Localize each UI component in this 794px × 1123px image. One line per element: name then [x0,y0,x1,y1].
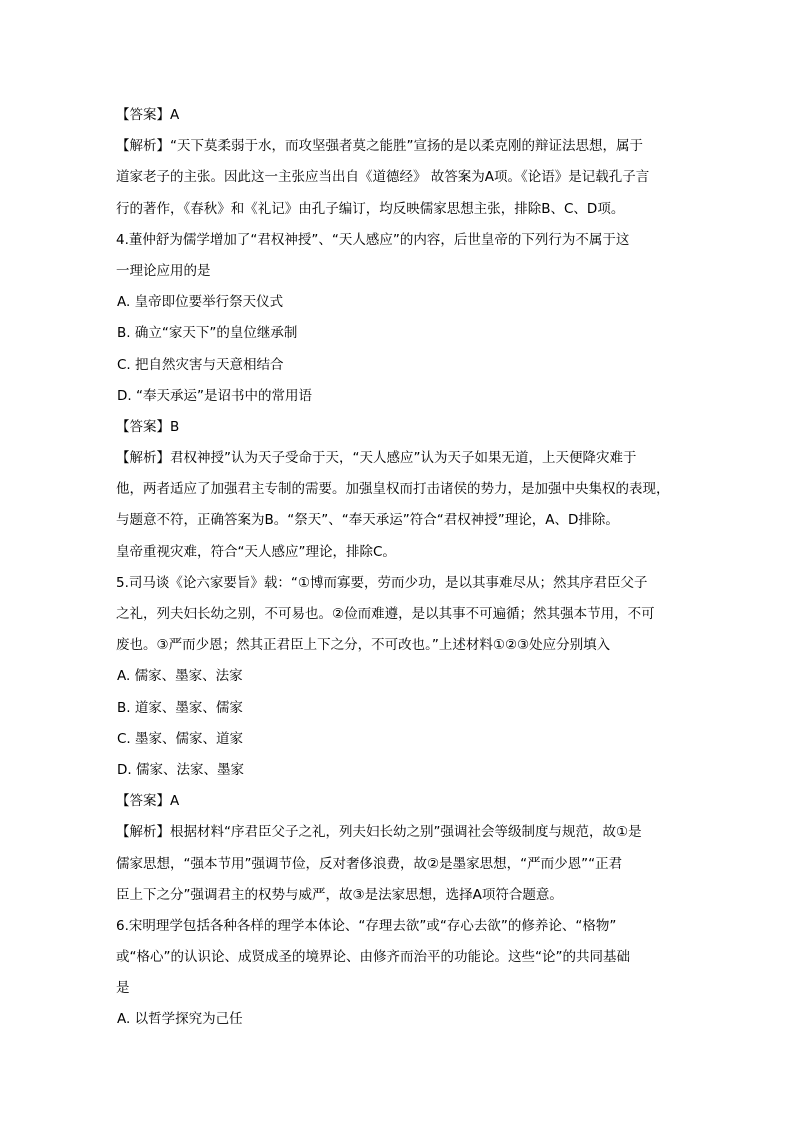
question-text: 废也。③严而少恩；然其正君臣上下之分，不可改也。”上述材料①②③处应分别填入 [116,637,611,654]
answer-label: 【答案】A [116,107,180,123]
answer-label: 【答案】B [116,418,180,435]
analysis-text: 他，两者适应了加强君主专制的需要。加强皇权而打击诸侯的势力，是加强中央集权的表现， [116,481,670,498]
analysis-text: 与题意不符，正确答案为B。“祭天”、“奉天承运”符合“君权神授”理论，A、D排除。 [116,512,619,529]
question-text: 5.司马谈《论六家要旨》载：“①博而寡要，劳而少功，是以其事难尽从；然其序君臣父子 [116,574,648,591]
question-text: 6.宋明理学包括各种各样的理学本体论、“存理去欲”或“存心去欲”的修养论、“格物” [116,917,617,934]
option-b: B. 道家、墨家、儒家 [117,699,243,716]
answer-label: 【答案】A [116,793,180,810]
document-page [116,100,684,1036]
analysis-text: 【解析】“天下莫柔弱于水，而攻坚强者莫之能胜”宣扬的是以柔克刚的辩证法思想，属于 [116,138,643,155]
option-d: D. “奉天承运”是诏书中的常用语 [117,387,312,404]
option-d: D. 儒家、法家、墨家 [117,761,244,778]
option-a: A. 以哲学探究为己任 [117,1011,243,1028]
question-text: 或“格心”的认识论、成贤成圣的境界论、由修齐而治平的功能论。这些“论”的共同基础 [116,949,630,966]
analysis-text: 儒家思想，“强本节用”强调节俭，反对奢侈浪费，故②是墨家思想，“严而少恩”“正君 [116,855,623,872]
analysis-text: 臣上下之分”强调君主的权势与威严，故③是法家思想，选择A项符合题意。 [116,886,563,903]
analysis-text: 【解析】根据材料“序君臣父子之礼，列夫妇长幼之别”强调社会等级制度与规范，故①是 [116,824,642,841]
question-text: 4.董仲舒为儒学增加了“君权神授”、“天人感应”的内容，后世皇帝的下列行为不属于这 [116,231,630,248]
option-b: B. 确立“家天下”的皇位继承制 [117,325,298,342]
analysis-text: 道家老子的主张。因此这一主张应当出自《道德经》 故答案为A项。《论语》是记载孔子言 [116,169,650,186]
question-text: 之礼，列夫妇长幼之别，不可易也。②俭而难遵，是以其事不可遍循；然其强本节用，不可 [116,606,655,622]
analysis-text: 皇帝重视灾难，符合“天人感应”理论，排除C。 [116,543,396,560]
analysis-text: 【解析】君权神授”认为天子受命于天，“天人感应”认为天子如果无道，上天便降灾难于 [116,450,637,467]
option-a: A. 皇帝即位要举行祭天仪式 [117,294,284,311]
analysis-text: 行的著作，《春秋》和《礼记》由孔子编订，均反映儒家思想主张，排除B、C、D项。 [116,200,625,217]
option-a: A. 儒家、墨家、法家 [117,668,243,685]
question-text: 是 [116,980,130,997]
option-c: C. 墨家、儒家、道家 [117,730,244,747]
option-c: C. 把自然灾害与天意相结合 [117,356,284,373]
question-text: 一理论应用的是 [116,262,211,279]
